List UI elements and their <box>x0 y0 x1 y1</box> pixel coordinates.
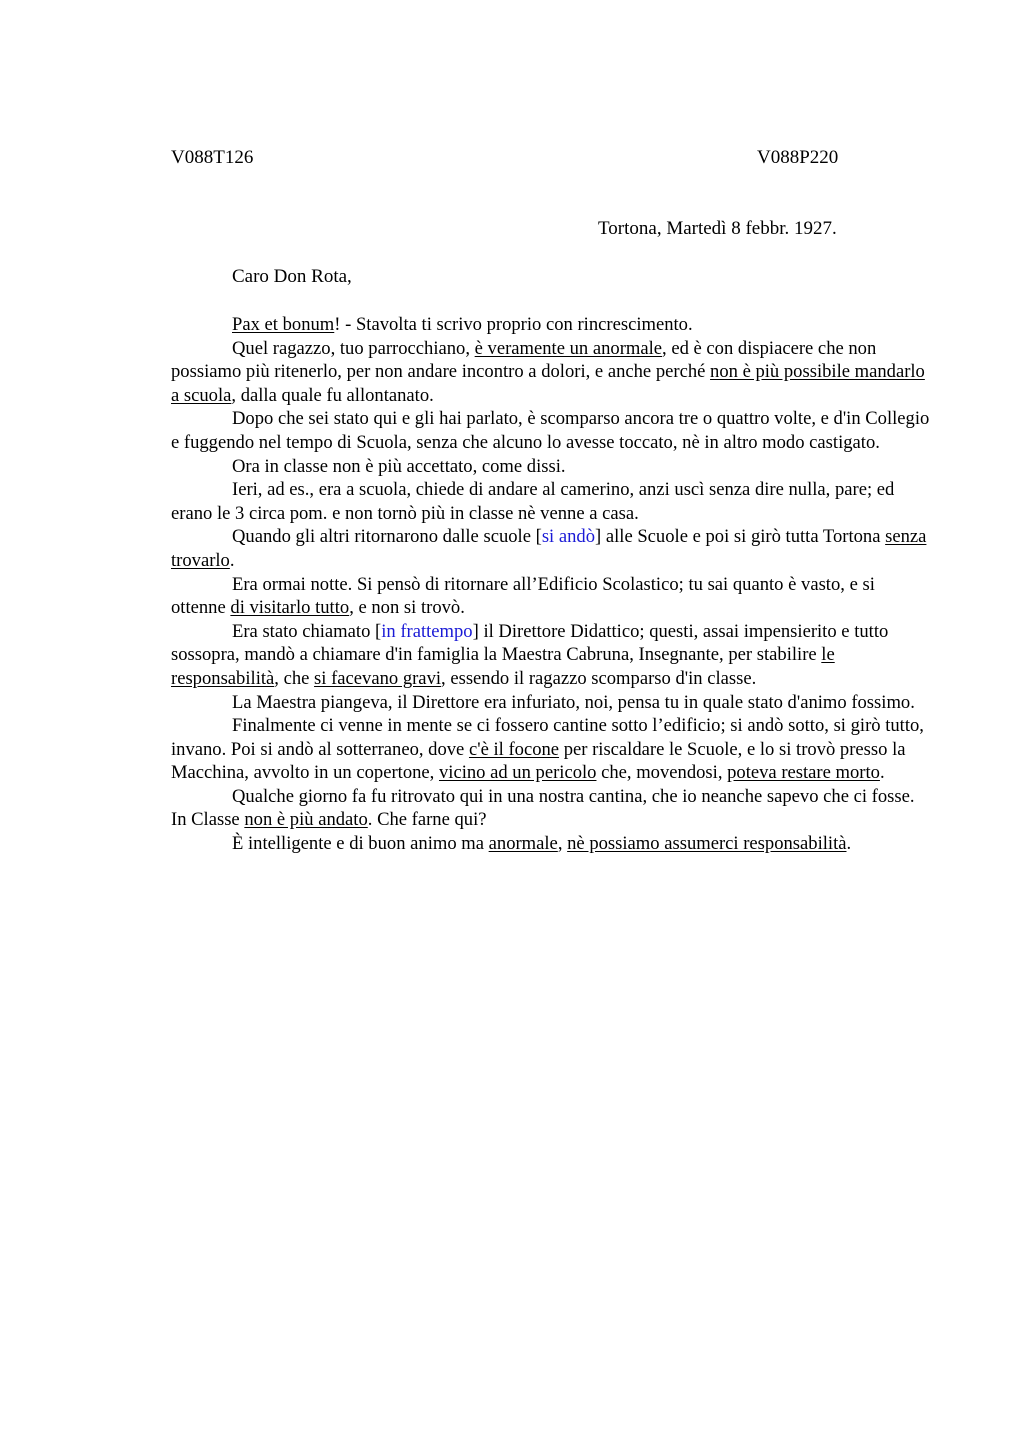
editorial-insertion: in frattempo <box>381 620 473 642</box>
underlined-phrase: c'è il focone <box>468 738 560 760</box>
text-run: ] il Direttore Didattico; questi, assai impensierito e tutto sossopra, mandò a chiamare d'in famiglia la Maestra Cabruna, Insegnante, per stabilire <box>171 620 889 666</box>
paragraph-3: Dopo che sei stato qui e gli hai parlato, è scomparso ancora tre o quattro volte, e d'in Collegio e fuggendo nel tempo di Scuola, senza che alcuno lo avesse toccato, nè in altro modo castigato. <box>171 408 930 453</box>
text-run: . <box>229 549 235 571</box>
letter-body <box>171 313 931 856</box>
text-run: Qualche giorno fa fu ritrovato qui in una nostra cantina, che io neanche sapevo che ci fosse. In Classe <box>171 785 915 831</box>
text-run: , ed è con dispiacere che non possiamo più ritenerlo, per non andare incontro a dolori, e anche perché <box>171 337 877 383</box>
underlined-phrase: senza trovarlo <box>171 526 927 571</box>
text-run: È intelligente e di buon animo ma <box>232 833 489 855</box>
letter-salutation: Caro Don Rota, <box>232 266 352 287</box>
underlined-phrase: si facevano gravi <box>314 667 442 689</box>
paragraph-4: Ora in classe non è più accettato, come dissi. <box>232 455 566 477</box>
paragraph-5: Ieri, ad es., era a scuola, chiede di andare al camerino, anzi uscì senza dire nulla, pare; ed erano le 3 circa pom. e non tornò più in classe nè venne a casa. <box>171 479 895 524</box>
paragraph-12 <box>171 832 931 856</box>
paragraph-10 <box>171 714 931 785</box>
underlined-phrase: anormale <box>488 833 558 855</box>
paragraph-9: La Maestra piangeva, il Direttore era infuriato, noi, pensa tu in quale stato d'animo fossimo. <box>232 691 915 713</box>
underlined-phrase: di visitarlo tutto <box>230 597 350 619</box>
text-run: Quando gli altri ritornarono dalle scuole [ <box>232 526 542 548</box>
paragraph-6 <box>171 525 931 572</box>
underlined-phrase: Pax et bonum <box>232 314 335 335</box>
text-run: . <box>846 833 852 855</box>
document-code-right: V088P220 <box>757 147 839 168</box>
text-run: . Che farne qui? <box>367 809 487 831</box>
text-run: Era stato chiamato [ <box>232 620 382 642</box>
document-code-left: V088T126 <box>171 147 254 168</box>
editorial-insertion: si andò <box>541 526 596 548</box>
paragraph-1 <box>171 313 931 337</box>
underlined-phrase: le responsabilità <box>171 644 835 689</box>
paragraph-8 <box>171 620 931 691</box>
text-run: Finalmente ci venne in mente se ci fossero cantine sotto l’edificio; si andò sotto, si girò tutto, invano. Poi si andò al sotterraneo, dove <box>171 715 924 760</box>
text-run: ] alle Scuole e poi si girò tutta Tortona <box>595 526 886 548</box>
underlined-phrase: non è più andato <box>244 809 368 831</box>
text-run: , essendo il ragazzo scomparso d'in classe. <box>441 667 757 689</box>
letter-date: Tortona, Martedì 8 febbr. 1927. <box>598 218 837 239</box>
text-run: per riscaldare le Scuole, e lo si trovò presso la Macchina, avvolto in un copertone, <box>171 738 906 784</box>
underlined-phrase: è veramente un anormale <box>474 337 663 359</box>
text-run: , dalla quale fu allontanato. <box>231 384 434 406</box>
text-run: che, movendosi, <box>596 762 728 784</box>
text-run: , <box>557 833 568 855</box>
text-run: Quel ragazzo, tuo parrocchiano, <box>232 337 475 359</box>
underlined-phrase: vicino ad un pericolo <box>438 762 597 784</box>
paragraph-11 <box>171 785 931 832</box>
text-run: . <box>879 762 885 784</box>
paragraph-2 <box>171 337 931 408</box>
text-run: ! - Stavolta ti scrivo proprio con rincrescimento. <box>334 314 693 335</box>
underlined-phrase: poteva restare morto <box>727 762 880 784</box>
text-run: Era ormai notte. Si pensò di ritornare all’Edificio Scolastico; tu sai quanto è vasto, e si ottenne <box>171 573 875 619</box>
text-run: , che <box>274 667 315 689</box>
paragraph-7 <box>171 573 931 620</box>
underlined-phrase: nè possiamo assumerci responsabilità <box>567 833 847 855</box>
text-run: , e non si trovò. <box>349 597 465 619</box>
underlined-phrase: non è più possibile mandarlo a scuola <box>171 361 925 406</box>
